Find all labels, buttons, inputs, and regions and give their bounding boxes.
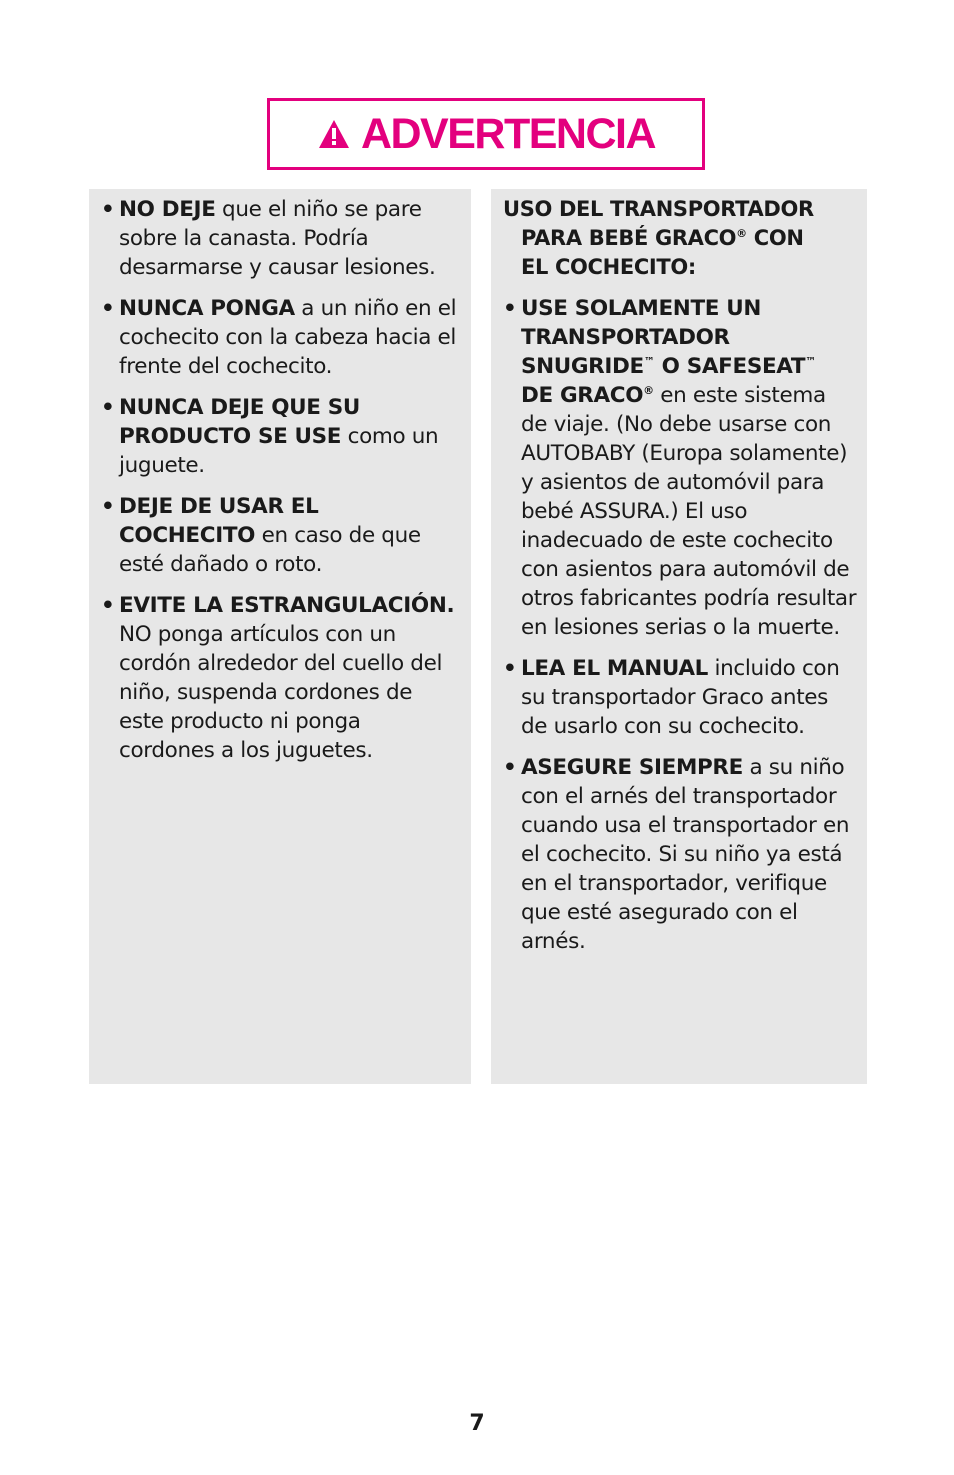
- bullet: •: [503, 755, 517, 780]
- page-number: 7: [469, 1411, 485, 1436]
- list-item: [503, 294, 857, 642]
- bullet: •: [101, 395, 115, 420]
- left-warning-panel: [89, 189, 471, 1084]
- item-text: a su niño con el arnés del transportador cuando usa el transportador en el cochecito. Si su niño ya está en el transportador, verifique que esté asegurado con el arnés.: [521, 755, 850, 954]
- warning-triangle-icon: [317, 118, 351, 150]
- list-item: [101, 294, 459, 381]
- right-warning-panel: [491, 189, 867, 1084]
- item-keyword: NO DEJE: [119, 197, 216, 222]
- bullet: •: [101, 197, 115, 222]
- item-keyword: EVITE LA ESTRANGULACIÓN.: [119, 593, 455, 618]
- list-item: [503, 654, 857, 741]
- item-keyword: USE SOLAMENTE UN TRANSPORTADOR SNUGRIDE™ O SAFESEAT™ DE GRACO®: [521, 296, 816, 408]
- list-item: [101, 393, 459, 480]
- banner-title: ADVERTENCIA: [360, 109, 656, 158]
- bullet: •: [503, 296, 517, 321]
- bullet: •: [101, 593, 115, 618]
- list-item: [101, 195, 459, 282]
- bullet: •: [503, 656, 517, 681]
- warning-banner: [267, 98, 705, 170]
- section-heading: [503, 195, 857, 282]
- list-item: [101, 591, 459, 765]
- list-item: [503, 753, 857, 956]
- heading-line: EL COCHECITO:: [521, 255, 696, 279]
- item-text: como un juguete.: [119, 424, 439, 478]
- item-text: que el niño se pare sobre la canasta. Podría desarmarse y causar lesiones.: [119, 197, 436, 280]
- item-keyword: NUNCA DEJE QUE SU PRODUCTO SE USE: [119, 395, 360, 449]
- bullet: •: [101, 296, 115, 321]
- item-text: incluido con su transportador Graco antes de usarlo con su cochecito.: [521, 656, 840, 739]
- heading-line: USO DEL TRANSPORTADOR: [503, 197, 814, 221]
- item-keyword: NUNCA PONGA: [119, 296, 295, 321]
- bullet: •: [101, 494, 115, 519]
- heading-line: PARA BEBÉ GRACO® CON: [521, 226, 804, 250]
- list-item: [101, 492, 459, 579]
- item-text: en caso de que esté dañado o roto.: [119, 523, 421, 577]
- item-text: NO ponga artículos con un cordón alrededor del cuello del niño, suspenda cordones de este producto ni ponga cordones a los juguetes.: [119, 622, 443, 763]
- item-keyword: DEJE DE USAR EL COCHECITO: [119, 494, 319, 548]
- item-keyword: ASEGURE SIEMPRE: [521, 755, 743, 780]
- item-keyword: LEA EL MANUAL: [521, 656, 708, 681]
- item-text: en este sistema de viaje. (No debe usarse con AUTOBABY (Europa solamente) y asientos de automóvil para bebé ASSURA.) El uso inadecuado de este cochecito con asientos para automóvil de otros fabricantes podría resultar en lesiones serias o la muerte.: [521, 383, 857, 640]
- item-text: a un niño en el cochecito con la cabeza hacia el frente del cochecito.: [119, 296, 457, 379]
